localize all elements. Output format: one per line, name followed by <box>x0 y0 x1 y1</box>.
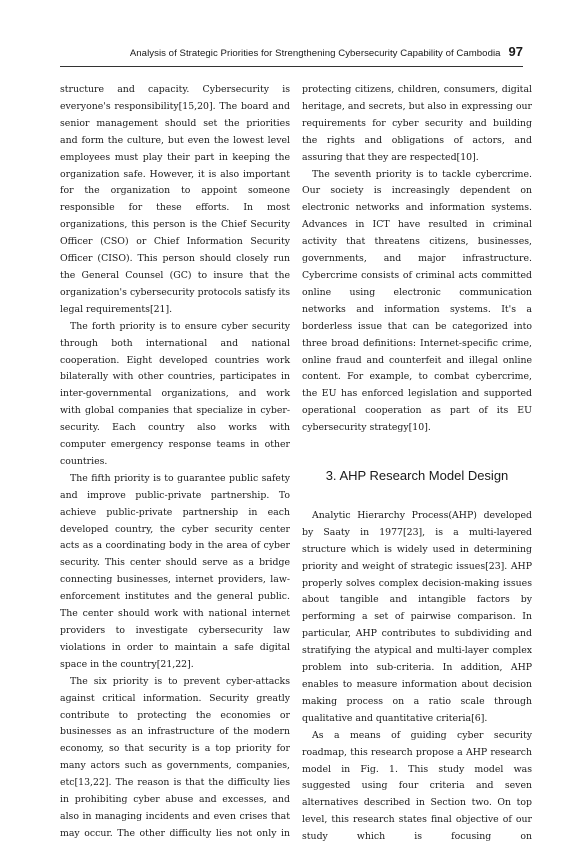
right-paragraph-3: Analytic Hierarchy Process(AHP) developed by Saaty in 1977[23], is a multi-layered structure which is widely used in determining priority and weight of strategic issues[23]. AHP properly solves complex decision-making issues about tangible and intangible factors by performing a set of pairwise comparison. In particular, AHP contributes to subdividing and stratifying the atypical and multi-layer complex problem into sub-criteria. In addition, AHP enables to measure information about decision making process on a ratio scale through qualitative and quantitative criteria[6]. <box>302 509 532 724</box>
running-header <box>60 44 523 64</box>
right-paragraph-4: As a means of guiding cyber security roadmap, this research propose a AHP research model in Fig. 1. This study model was suggested using four criteria and seven alternatives described in Section two. On top level, this research states final objective of our study which is focusing on <box>302 729 532 843</box>
right-paragraph-1: protecting citizens, children, consumers, digital heritage, and secrets, but also in expressing our requirements for cyber security and building the rights and obligations of actors, and assuring that they are respected[10]. <box>302 84 532 163</box>
right-paragraph-2: The seventh priority is to tackle cybercrime. Our society is increasingly dependent on electronic networks and information systems. Advances in ICT have resulted in criminal activity that threatens citizens, businesses, governments, and major infrastructure. Cybercrime consists of criminal acts committed online using electronic communication networks and information systems. It's a borderless issue that can be categorized into three broad definitions: Internet-specific crime, online fraud and counterfeit and illegal online content. For example, to combat cybercrime, the EU has enforced legislation and supported operational cooperation as part of its EU cybersecurity strategy[10]. <box>302 168 532 434</box>
left-paragraph-1: structure and capacity. Cybersecurity is everyone's responsibility[15,20]. The board and senior management should set the priorities and form the culture, but even the lowest level employees must play their part in keeping the organization safe. However, it is also important for the organization to appoint someone responsible for these efforts. In most organizations, this person is the Chief Security Officer (CSO) or Chief Information Security Officer (CISO). This person should closely run the General Counsel (GC) to insure that the organization's cybersecurity protocols satisfy its legal requirements[21]. <box>60 84 290 315</box>
page-number: 97 <box>508 44 523 59</box>
left-paragraph-2: The forth priority is to ensure cyber security through both international and national cooperation. Eight developed countries work bilaterally with other countries, participates in inter-governmental organizations, and work with global companies that specialize in cyber-security. Each country also works with computer emergency response teams in other countries. <box>60 320 290 467</box>
header-rule <box>60 66 523 67</box>
right-column <box>302 82 532 846</box>
left-column <box>60 82 290 843</box>
left-paragraph-4: The six priority is to prevent cyber-attacks against critical information. Security greatly contribute to protecting the economies or businesses as an infrastructure of the modern economy, so that security is a top priority for many actors such as governments, companies, etc[13,22]. The reason is that the difficulty lies in prohibiting cyber abuse and excesses, and also in managing incidents and even crises that may occur. The other difficulty lies not only in <box>60 675 290 839</box>
section-heading: 3. AHP Research Model Design <box>325 468 509 484</box>
left-paragraph-3: The fifth priority is to guarantee public safety and improve public-private partnership. To achieve public-private partnership in each developed country, the cyber security center acts as a coordinating body in the area of cyber security. This center should serve as a bridge connecting businesses, internet providers, law-enforcement institutes and the general public. The center should work with national internet providers to investigate cybersecurity law violations in order to maintain a safe digital space in the country[21,22]. <box>60 472 290 670</box>
running-title: Analysis of Strategic Priorities for Strengthening Cybersecurity Capability of Cambodia <box>129 48 501 59</box>
